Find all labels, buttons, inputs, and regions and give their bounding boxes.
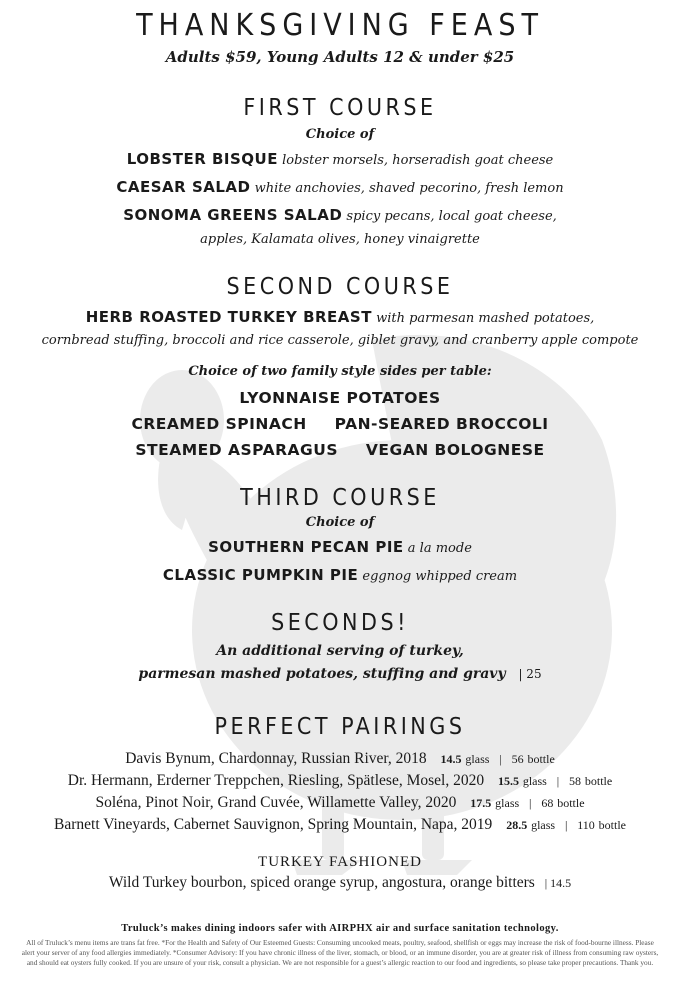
cocktail-line xyxy=(0,872,680,894)
menu-item-desc: lobster morsels, horseradish goat cheese xyxy=(282,153,554,168)
seconds-desc-text: parmesan mashed potatoes, stuffing and gravy xyxy=(138,666,506,682)
wine-bottle-price: 110 xyxy=(577,818,595,832)
seconds-heading: SECONDS! xyxy=(271,610,409,636)
menu-item-desc-continued: apples, Kalamata olives, honey vinaigrette xyxy=(200,232,480,247)
wine-item xyxy=(0,814,680,836)
wine-name: Davis Bynum, Chardonnay, Russian River, 2018 xyxy=(125,750,427,767)
wine-item xyxy=(0,792,680,814)
footer xyxy=(0,922,680,968)
sides-row xyxy=(0,437,680,463)
menu-item-name: LOBSTER BISQUE xyxy=(126,150,278,168)
fine-print: All of Truluck’s menu items are trans fat free. *For the Health and Safety of Our Esteemed Guests: Consuming uncooked meats, poultry, seafood, shellfish or eggs may increase the risk of food-bourne illness. Please alert your server of any food allergies immediately. *Consumer Advisory: If you have chronic illness of the liver, stomach, or blood, or an immune disorder, you are at greater risk of illness from consuming raw oysters, and should eat oysters fully cooked. If you are unsure of your risk, consult a physician. We are not responsible for a guest’s allergic reaction to our food and ingredients, so please take proper precautions. Thank you. xyxy=(21,938,659,967)
menu-item-name: SOUTHERN PECAN PIE xyxy=(208,538,404,556)
wine-name: Dr. Hermann, Erderner Treppchen, Riesling, Spätlese, Mosel, 2020 xyxy=(67,772,485,789)
wine-price-separator: | xyxy=(499,752,502,766)
wine-price-separator: | xyxy=(564,818,568,832)
side-item: LYONNAISE POTATOES xyxy=(239,389,441,407)
first-course-choice: Choice of xyxy=(305,127,375,142)
first-course-heading: FIRST COURSE xyxy=(243,95,437,121)
wine-glass-price: 28.5 xyxy=(506,818,528,832)
third-course-choice: Choice of xyxy=(305,515,375,530)
third-course-heading: THIRD COURSE xyxy=(240,485,440,511)
menu-item-desc: a la mode xyxy=(407,541,472,556)
menu-item xyxy=(0,202,680,230)
wine-price-separator: | xyxy=(556,774,560,788)
wine-bottle-price: 56 xyxy=(511,752,524,766)
second-course-heading: SECOND COURSE xyxy=(226,274,454,300)
menu-item-name: CAESAR SALAD xyxy=(116,178,251,196)
wine-glass-label: glass xyxy=(531,818,556,832)
wine-glass-label: glass xyxy=(465,752,490,766)
menu-item xyxy=(0,174,680,202)
main-item-name: HERB ROASTED TURKEY BREAST xyxy=(85,308,372,326)
wine-bottle-label: bottle xyxy=(584,774,613,788)
wine-glass-label: glass xyxy=(495,796,520,810)
wine-name: Barnett Vineyards, Cabernet Sauvignon, Spring Mountain, Napa, 2019 xyxy=(54,816,493,833)
sides-intro: Choice of two family style sides per table: xyxy=(188,364,492,379)
wine-glass-price: 17.5 xyxy=(470,796,492,810)
wine-price-separator: | xyxy=(529,796,532,810)
pricing-line: Adults $59, Young Adults 12 & under $25 xyxy=(165,48,515,66)
wine-glass-price: 14.5 xyxy=(440,752,462,766)
sides-row xyxy=(0,385,680,411)
wine-glass-label: glass xyxy=(522,774,547,788)
side-item: STEAMED ASPARAGUS xyxy=(135,441,338,459)
wine-glass-price: 15.5 xyxy=(497,774,519,788)
wine-bottle-price: 58 xyxy=(568,774,581,788)
seconds-section xyxy=(0,608,680,686)
menu-header xyxy=(0,0,680,67)
wine-bottle-label: bottle xyxy=(598,818,626,832)
second-course-section xyxy=(0,272,680,463)
sides-row xyxy=(0,411,680,437)
seconds-line xyxy=(0,663,680,686)
cocktail-name: TURKEY FASHIONED xyxy=(258,854,422,870)
wine-bottle-price: 68 xyxy=(541,796,554,810)
menu-item-name: CLASSIC PUMPKIN PIE xyxy=(162,566,359,584)
main-item-desc-continued: cornbread stuffing, broccoli and rice casserole, giblet gravy, and cranberry apple compote xyxy=(41,333,639,348)
wine-item xyxy=(0,748,680,770)
menu-item xyxy=(0,146,680,174)
wine-bottle-label: bottle xyxy=(527,752,555,766)
main-item-desc: with parmesan mashed potatoes, xyxy=(376,311,595,326)
menu-item xyxy=(0,534,680,562)
side-item: VEGAN BOLOGNESE xyxy=(365,441,545,459)
seconds-price: | 25 xyxy=(518,667,542,681)
wine-bottle-label: bottle xyxy=(557,796,585,810)
seconds-line: An additional serving of turkey, xyxy=(216,643,464,659)
cocktail-price: | 14.5 xyxy=(544,876,572,890)
side-item: PAN-SEARED BROCCOLI xyxy=(334,415,549,433)
main-item xyxy=(0,304,680,332)
page-title: THANKSGIVING FEAST xyxy=(136,8,544,43)
menu-item-desc: white anchovies, shaved pecorino, fresh lemon xyxy=(254,181,564,196)
cocktail-desc: Wild Turkey bourbon, spiced orange syrup, angostura, orange bitters xyxy=(108,874,535,891)
wine-item xyxy=(0,770,680,792)
first-course-section xyxy=(0,93,680,250)
menu-item xyxy=(0,562,680,590)
side-item: CREAMED SPINACH xyxy=(131,415,307,433)
pairings-section xyxy=(0,712,680,894)
third-course-section xyxy=(0,483,680,590)
menu-item-desc: spicy pecans, local goat cheese, xyxy=(346,209,557,224)
menu-item-name: SONOMA GREENS SALAD xyxy=(123,206,343,224)
menu-item-desc: eggnog whipped cream xyxy=(362,569,518,584)
pairings-heading: PERFECT PAIRINGS xyxy=(214,714,466,740)
wine-name: Soléna, Pinot Noir, Grand Cuvée, Willamette Valley, 2020 xyxy=(95,794,457,811)
safety-line: Truluck’s makes dining indoors safer with AIRPHX air and surface sanitation technology. xyxy=(121,923,559,934)
